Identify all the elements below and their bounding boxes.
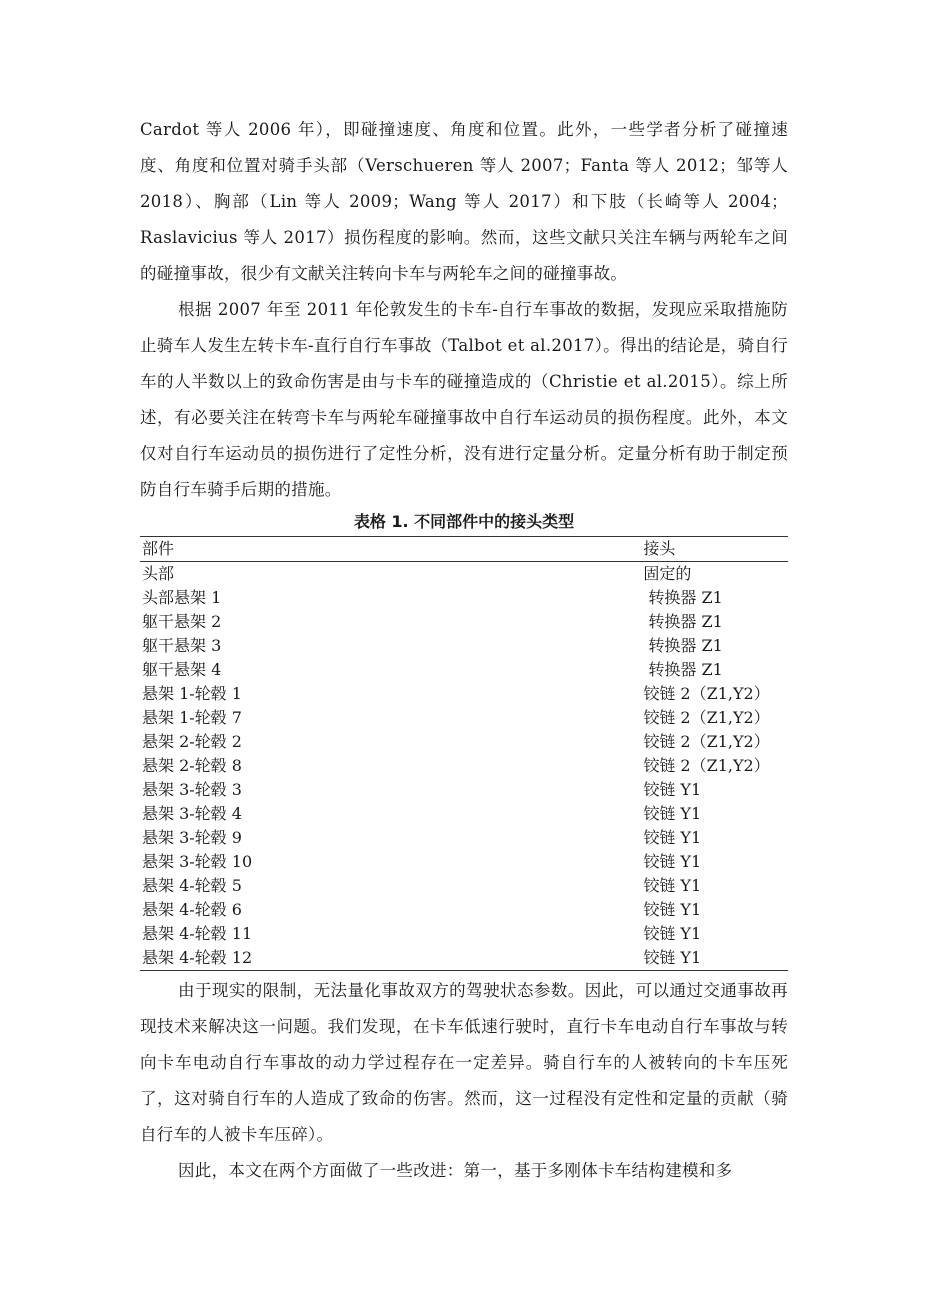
table-cell-joint: 铰链 2（Z1,Y2） <box>643 708 770 727</box>
table-row <box>140 610 788 634</box>
table-row <box>140 826 788 850</box>
table-row <box>140 730 788 754</box>
table-cell-joint: 铰链 Y1 <box>643 780 702 799</box>
body-paragraph-3: 由于现实的限制，无法量化事故双方的驾驶状态参数。因此，可以通过交通事故再现技术来解决这一问题。我们发现，在卡车低速行驶时，直行卡车电动自行车事故与转向卡车电动自行车事故的动力学过程存在一定差异。骑自行车的人被转向的卡车压死了，这对骑自行车的人造成了致命的伤害。然而，这一过程没有定性和定量的贡献（骑自行车的人被卡车压碎）。 <box>140 981 788 1144</box>
joint-type-table <box>140 536 788 971</box>
table-row <box>140 754 788 778</box>
table-cell-part: 躯干悬架 4 <box>142 660 222 679</box>
table-row <box>140 634 788 658</box>
body-paragraph-1: Cardot 等人 2006 年），即碰撞速度、角度和位置。此外，一些学者分析了碰撞速度、角度和位置对骑手头部（Verschueren 等人 2007；Fanta 等人 2012；邹等人 2018）、胸部（Lin 等人 2009；Wang 等人 2017）和下肢（长崎等人 2004；Raslavicius 等人 2017）损伤程度的影响。然而，这些文献只关注车辆与两轮车之间的碰撞事故，很少有文献关注转向卡车与两轮车之间的碰撞事故。 <box>140 120 788 283</box>
table-cell-part: 悬架 3-轮毂 9 <box>142 828 242 847</box>
table-cell-joint: 铰链 Y1 <box>643 948 702 967</box>
table-cell-joint: 铰链 2（Z1,Y2） <box>643 756 770 775</box>
column-header-part: 部件 <box>142 539 175 558</box>
table-cell-part: 悬架 1-轮毂 1 <box>142 684 242 703</box>
table-cell-part: 悬架 3-轮毂 10 <box>142 852 253 871</box>
table-cell-joint: 转换器 Z1 <box>643 612 723 631</box>
table-body <box>140 562 788 971</box>
table-cell-joint: 铰链 Y1 <box>643 852 702 871</box>
table-row <box>140 658 788 682</box>
body-paragraph-4: 因此，本文在两个方面做了一些改进：第一，基于多刚体卡车结构建模和多 <box>178 1161 733 1180</box>
table-row <box>140 706 788 730</box>
table-cell-joint: 铰链 Y1 <box>643 804 702 823</box>
document-page <box>140 112 788 1189</box>
table-row <box>140 562 788 587</box>
table-cell-part: 悬架 1-轮毂 7 <box>142 708 242 727</box>
column-header-joint: 接头 <box>643 539 676 558</box>
table-cell-part: 悬架 4-轮毂 6 <box>142 900 242 919</box>
table-row <box>140 586 788 610</box>
table-cell-part: 悬架 4-轮毂 11 <box>142 924 253 943</box>
body-paragraph-2: 根据 2007 年至 2011 年伦敦发生的卡车-自行车事故的数据，发现应采取措施防止骑车人发生左转卡车-直行自行车事故（Talbot et al.2017）。得出的结论是，骑自行车的人半数以上的致命伤害是由与卡车的碰撞造成的（Christie et al.2015）。综上所述，有必要关注在转弯卡车与两轮车碰撞事故中自行车运动员的损伤程度。此外，本文仅对自行车运动员的损伤进行了定性分析，没有进行定量分析。定量分析有助于制定预防自行车骑手后期的措施。 <box>140 300 788 499</box>
table-cell-joint: 铰链 Y1 <box>643 924 702 943</box>
table-cell-joint: 转换器 Z1 <box>643 636 723 655</box>
table-row <box>140 922 788 946</box>
table-cell-part: 悬架 4-轮毂 12 <box>142 948 253 967</box>
table-cell-joint: 铰链 Y1 <box>643 876 702 895</box>
table-cell-joint: 铰链 2（Z1,Y2） <box>643 732 770 751</box>
table-cell-part: 躯干悬架 2 <box>142 612 222 631</box>
table-row <box>140 946 788 971</box>
table-cell-joint: 固定的 <box>643 564 692 583</box>
table-cell-joint: 转换器 Z1 <box>643 588 723 607</box>
table-cell-part: 悬架 4-轮毂 5 <box>142 876 242 895</box>
table-caption: 表格 1. 不同部件中的接头类型 <box>353 512 575 531</box>
table-cell-part: 躯干悬架 3 <box>142 636 222 655</box>
table-cell-joint: 铰链 Y1 <box>643 900 702 919</box>
table-cell-part: 悬架 2-轮毂 8 <box>142 756 242 775</box>
table-cell-joint: 铰链 Y1 <box>643 828 702 847</box>
table-cell-part: 悬架 3-轮毂 3 <box>142 780 242 799</box>
table-cell-joint: 铰链 2（Z1,Y2） <box>643 684 770 703</box>
table-row <box>140 850 788 874</box>
table-cell-part: 头部悬架 1 <box>142 588 222 607</box>
table-row <box>140 802 788 826</box>
table-row <box>140 874 788 898</box>
table-cell-part: 悬架 3-轮毂 4 <box>142 804 242 823</box>
table-row <box>140 778 788 802</box>
table-row <box>140 682 788 706</box>
table-row <box>140 898 788 922</box>
table-cell-part: 头部 <box>142 564 175 583</box>
table-cell-part: 悬架 2-轮毂 2 <box>142 732 242 751</box>
table-header-row <box>140 537 788 562</box>
table-cell-joint: 转换器 Z1 <box>643 660 723 679</box>
